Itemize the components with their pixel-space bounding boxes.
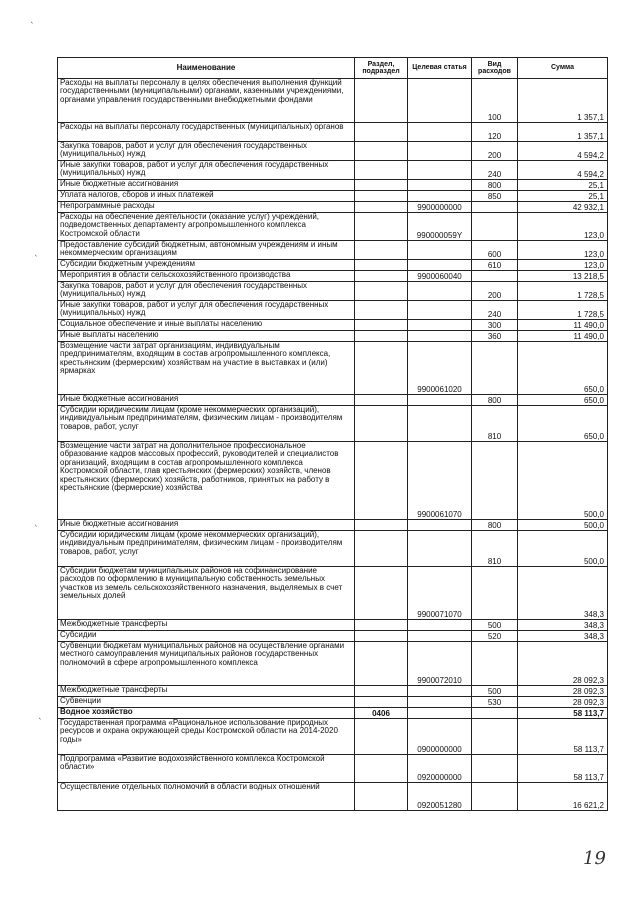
cell-type <box>472 642 518 686</box>
cell-sum: 42 932,1 <box>518 202 608 213</box>
budget-table <box>57 57 608 811</box>
table-row <box>58 697 608 708</box>
cell-article <box>408 123 472 142</box>
cell-section <box>355 686 408 697</box>
cell-type: 120 <box>472 123 518 142</box>
cell-name: Субсидии бюджетам муниципальных районов на софинансирование расходов по оформлению в муниципальную собственность земельных участков из земель сельскохозяйственного назначения, выделяемых в счет земельных долей <box>58 567 355 620</box>
cell-section <box>355 531 408 567</box>
cell-section <box>355 180 408 191</box>
cell-name: Государственная программа «Рациональное использование природных ресурсов и охрана окружающей среды Костромской области на 2014-2020 годы» <box>58 719 355 755</box>
cell-type <box>472 342 518 395</box>
column-header-type: Вид расходов <box>472 58 518 79</box>
table-row <box>58 123 608 142</box>
cell-sum: 11 490,0 <box>518 320 608 331</box>
cell-name: Закупка товаров, работ и услуг для обеспечения государственных (муниципальных) нужд <box>58 282 355 301</box>
cell-sum: 28 092,3 <box>518 642 608 686</box>
cell-sum: 650,0 <box>518 395 608 406</box>
cell-section <box>355 406 408 442</box>
cell-article <box>408 282 472 301</box>
cell-article <box>408 631 472 642</box>
table-row <box>58 686 608 697</box>
cell-type: 300 <box>472 320 518 331</box>
cell-type: 200 <box>472 142 518 161</box>
cell-type: 610 <box>472 260 518 271</box>
column-header-article: Целевая статья <box>408 58 472 79</box>
table-row <box>58 442 608 520</box>
cell-section <box>355 631 408 642</box>
scan-mark: ` <box>34 255 39 265</box>
cell-name: Иные закупки товаров, работ и услуг для обеспечения государственных (муниципальных) нужд <box>58 301 355 320</box>
cell-article <box>408 260 472 271</box>
cell-name: Подпрограмма «Развитие водохозяйственного комплекса Костромской области» <box>58 755 355 783</box>
cell-sum: 500,0 <box>518 520 608 531</box>
cell-name: Иные выплаты населению <box>58 331 355 342</box>
cell-sum: 123,0 <box>518 260 608 271</box>
table-row <box>58 708 608 719</box>
cell-section <box>355 719 408 755</box>
cell-name: Уплата налогов, сборов и иных платежей <box>58 191 355 202</box>
cell-article <box>408 161 472 180</box>
cell-name: Водное хозяйство <box>58 708 355 719</box>
cell-name: Социальное обеспечение и иные выплаты населению <box>58 320 355 331</box>
cell-section <box>355 642 408 686</box>
cell-type: 200 <box>472 282 518 301</box>
cell-section <box>355 783 408 811</box>
cell-name: Иные бюджетные ассигнования <box>58 395 355 406</box>
cell-article <box>408 79 472 123</box>
cell-section <box>355 282 408 301</box>
cell-article: 990000059Y <box>408 213 472 241</box>
table-row <box>58 342 608 395</box>
table-row <box>58 161 608 180</box>
table-row <box>58 331 608 342</box>
cell-sum: 500,0 <box>518 442 608 520</box>
table-row <box>58 282 608 301</box>
cell-type: 810 <box>472 406 518 442</box>
table-row <box>58 520 608 531</box>
cell-section <box>355 520 408 531</box>
cell-type <box>472 271 518 282</box>
cell-type: 810 <box>472 531 518 567</box>
cell-type: 600 <box>472 241 518 260</box>
cell-name: Закупка товаров, работ и услуг для обеспечения государственных (муниципальных) нужд <box>58 142 355 161</box>
cell-article: 0920051280 <box>408 783 472 811</box>
cell-type <box>472 708 518 719</box>
cell-sum: 650,0 <box>518 342 608 395</box>
cell-section <box>355 755 408 783</box>
cell-section <box>355 620 408 631</box>
table-row <box>58 320 608 331</box>
cell-type <box>472 213 518 241</box>
cell-type <box>472 783 518 811</box>
page-number: 19 <box>583 848 606 869</box>
cell-name: Субсидии юридическим лицам (кроме некоммерческих организаций), индивидуальным предпринимателям, физическим лицам - производителям товаров, работ, услуг <box>58 531 355 567</box>
cell-article <box>408 406 472 442</box>
cell-type: 100 <box>472 79 518 123</box>
cell-type <box>472 719 518 755</box>
cell-section <box>355 142 408 161</box>
cell-sum: 650,0 <box>518 406 608 442</box>
cell-sum: 1 357,1 <box>518 123 608 142</box>
cell-sum: 348,3 <box>518 631 608 642</box>
cell-section <box>355 79 408 123</box>
cell-sum: 16 621,2 <box>518 783 608 811</box>
cell-sum: 4 594,2 <box>518 142 608 161</box>
cell-sum: 500,0 <box>518 531 608 567</box>
cell-section <box>355 241 408 260</box>
table-row <box>58 567 608 620</box>
cell-article: 9900060040 <box>408 271 472 282</box>
cell-article <box>408 620 472 631</box>
cell-section <box>355 342 408 395</box>
cell-name: Возмещение части затрат организациям, индивидуальным предпринимателям, входящим в состав агропромышленного комплекса, крестьянским (фермерским) хозяйствам на участие в выставках и (или) ярмарках <box>58 342 355 395</box>
cell-article <box>408 697 472 708</box>
cell-section: 0406 <box>355 708 408 719</box>
cell-article: 9900072010 <box>408 642 472 686</box>
cell-section <box>355 567 408 620</box>
cell-type <box>472 202 518 213</box>
cell-article <box>408 686 472 697</box>
table-row <box>58 142 608 161</box>
cell-sum: 1 728,5 <box>518 282 608 301</box>
cell-article <box>408 191 472 202</box>
cell-article: 9900061070 <box>408 442 472 520</box>
table-row <box>58 620 608 631</box>
cell-type <box>472 442 518 520</box>
cell-type: 240 <box>472 161 518 180</box>
cell-name: Иные бюджетные ассигнования <box>58 520 355 531</box>
column-header-sum: Сумма <box>518 58 608 79</box>
cell-sum: 25,1 <box>518 191 608 202</box>
cell-article <box>408 395 472 406</box>
cell-type: 360 <box>472 331 518 342</box>
table-row <box>58 755 608 783</box>
table-header-row <box>58 58 608 79</box>
cell-section <box>355 202 408 213</box>
cell-name: Мероприятия в области сельскохозяйственного производства <box>58 271 355 282</box>
cell-sum: 13 218,5 <box>518 271 608 282</box>
scan-mark: ` <box>34 525 39 535</box>
cell-name: Субсидии <box>58 631 355 642</box>
table-row <box>58 395 608 406</box>
cell-name: Субсидии юридическим лицам (кроме некоммерческих организаций), индивидуальным предпринимателям, физическим лицам - производителям товаров, работ, услуг <box>58 406 355 442</box>
cell-name: Расходы на выплаты персоналу в целях обеспечения выполнения функций государственными (муниципальными) органами, казенными учреждениями, органами управления государственными внебюджетными фондами <box>58 79 355 123</box>
cell-name: Субвенции бюджетам муниципальных районов на осуществление органами местного самоуправления муниципальных районов государственных полномочий в сфере агропромышленного комплекса <box>58 642 355 686</box>
cell-sum: 1 357,1 <box>518 79 608 123</box>
cell-name: Непрограммные расходы <box>58 202 355 213</box>
table-row <box>58 180 608 191</box>
cell-article <box>408 320 472 331</box>
cell-section <box>355 191 408 202</box>
cell-name: Предоставление субсидий бюджетным, автономным учреждениям и иным некоммерческим организациям <box>58 241 355 260</box>
table-row <box>58 783 608 811</box>
cell-sum: 28 092,3 <box>518 686 608 697</box>
cell-article <box>408 180 472 191</box>
cell-article <box>408 241 472 260</box>
table-row <box>58 301 608 320</box>
cell-name: Субсидии бюджетным учреждениям <box>58 260 355 271</box>
cell-article <box>408 708 472 719</box>
cell-section <box>355 320 408 331</box>
cell-article <box>408 301 472 320</box>
cell-section <box>355 161 408 180</box>
cell-sum: 123,0 <box>518 213 608 241</box>
cell-sum: 25,1 <box>518 180 608 191</box>
cell-type: 500 <box>472 686 518 697</box>
table-row <box>58 271 608 282</box>
cell-section <box>355 123 408 142</box>
cell-section <box>355 301 408 320</box>
table-row <box>58 719 608 755</box>
cell-sum: 58 113,7 <box>518 719 608 755</box>
cell-article <box>408 142 472 161</box>
cell-name: Субвенции <box>58 697 355 708</box>
cell-sum: 1 728,5 <box>518 301 608 320</box>
cell-type: 800 <box>472 520 518 531</box>
cell-article <box>408 531 472 567</box>
cell-article: 0900000000 <box>408 719 472 755</box>
cell-name: Межбюджетные трансферты <box>58 620 355 631</box>
cell-article <box>408 520 472 531</box>
table-row <box>58 191 608 202</box>
cell-type: 800 <box>472 395 518 406</box>
cell-name: Иные бюджетные ассигнования <box>58 180 355 191</box>
cell-section <box>355 395 408 406</box>
cell-name: Иные закупки товаров, работ и услуг для обеспечения государственных (муниципальных) нужд <box>58 161 355 180</box>
table-row <box>58 79 608 123</box>
cell-article: 9900061020 <box>408 342 472 395</box>
scan-mark: ` <box>30 22 35 32</box>
cell-type: 530 <box>472 697 518 708</box>
table-row <box>58 241 608 260</box>
table-row <box>58 631 608 642</box>
column-header-section: Раздел, подраздел <box>355 58 408 79</box>
table-row <box>58 260 608 271</box>
table-row <box>58 406 608 442</box>
table-row <box>58 531 608 567</box>
cell-name: Возмещение части затрат на дополнительное профессиональное образование кадров массовых профессий, руководителей и специалистов организаций, входящим в состав агропромышленного комплекса Костромской области, глав крестьянских (фермерских) хозяйств, членов крестьянских (фермерских) хозяйств, работников, принятых на работу в крестьянские (фермерские) хозяйства <box>58 442 355 520</box>
cell-sum: 123,0 <box>518 241 608 260</box>
cell-name: Расходы на обеспечение деятельности (оказание услуг) учреждений, подведомственных департаменту агропромышленного комплекса Костромской области <box>58 213 355 241</box>
cell-sum: 4 594,2 <box>518 161 608 180</box>
table-row <box>58 202 608 213</box>
cell-type: 500 <box>472 620 518 631</box>
cell-sum: 348,3 <box>518 567 608 620</box>
table-row <box>58 213 608 241</box>
cell-sum: 58 113,7 <box>518 755 608 783</box>
cell-section <box>355 260 408 271</box>
table-row <box>58 642 608 686</box>
cell-type <box>472 567 518 620</box>
cell-type: 240 <box>472 301 518 320</box>
cell-name: Расходы на выплаты персоналу государственных (муниципальных) органов <box>58 123 355 142</box>
cell-section <box>355 213 408 241</box>
cell-article: 0920000000 <box>408 755 472 783</box>
cell-section <box>355 697 408 708</box>
table-body <box>58 79 608 811</box>
cell-sum: 28 092,3 <box>518 697 608 708</box>
cell-section <box>355 331 408 342</box>
cell-name: Осуществление отдельных полномочий в области водных отношений <box>58 783 355 811</box>
cell-section <box>355 271 408 282</box>
cell-sum: 58 113,7 <box>518 708 608 719</box>
cell-article: 9900000000 <box>408 202 472 213</box>
cell-name: Межбюджетные трансферты <box>58 686 355 697</box>
cell-sum: 348,3 <box>518 620 608 631</box>
cell-type: 520 <box>472 631 518 642</box>
cell-type <box>472 755 518 783</box>
scan-mark: ` <box>38 718 43 728</box>
cell-article: 9900071070 <box>408 567 472 620</box>
cell-type: 850 <box>472 191 518 202</box>
cell-type: 800 <box>472 180 518 191</box>
column-header-name: Наименование <box>58 58 355 79</box>
cell-sum: 11 490,0 <box>518 331 608 342</box>
cell-article <box>408 331 472 342</box>
cell-section <box>355 442 408 520</box>
